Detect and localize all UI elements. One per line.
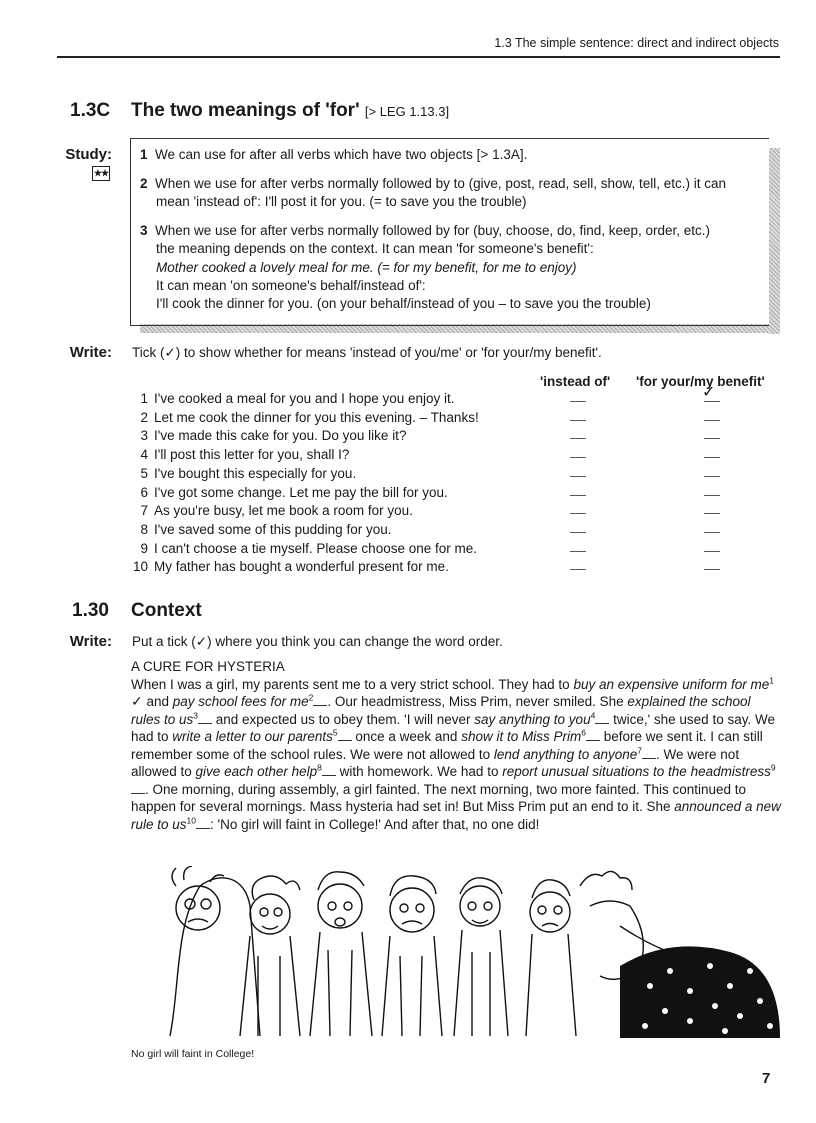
- exercise-sentence: I've cooked a meal for you and I hope you enjoy it.: [154, 391, 455, 406]
- exercise-number: 1: [140, 391, 148, 406]
- answer-blank-instead[interactable]: [570, 438, 586, 439]
- exercise-number: 6: [140, 484, 148, 500]
- answer-blank-benefit[interactable]: [704, 476, 720, 477]
- point-line: I'll cook the dinner for you. (on your behalf/instead of you – to save you the trouble): [156, 296, 651, 312]
- exercise-sentence: I've got some change. Let me pay the bill for you.: [154, 484, 448, 500]
- answer-blank-instead[interactable]: [570, 495, 586, 496]
- exercise-sentence: I can't choose a tie myself. Please choose one for me.: [154, 540, 477, 556]
- exercise-item: [126, 446, 786, 465]
- answer-blank-benefit[interactable]: [704, 569, 720, 570]
- exercise-item: [126, 427, 786, 446]
- exercise-item: [126, 409, 786, 428]
- example-tick-icon: ✓: [702, 384, 716, 401]
- section-number: 1.30: [72, 600, 109, 621]
- cartoon-illustration: [150, 866, 780, 1038]
- exercise-item: [126, 540, 786, 559]
- answer-blank-instead[interactable]: [570, 513, 586, 514]
- exercise-item: [126, 465, 786, 484]
- exercise-item: [126, 558, 786, 577]
- study-label: Study:: [65, 146, 112, 163]
- answer-blank-instead[interactable]: [570, 569, 586, 570]
- answer-blank-instead[interactable]: [570, 551, 586, 552]
- answer-blank-instead[interactable]: [570, 420, 586, 421]
- point-line: It can mean 'on someone's behalf/instead of':: [156, 277, 426, 293]
- point-line: When we use for after verbs normally followed by to (give, post, read, sell, show, tell, etc.) it can: [155, 176, 727, 191]
- point-line: We can use for after all verbs which have two objects [> 1.3A].: [155, 147, 528, 162]
- exercise-number: 5: [140, 465, 148, 481]
- point-line: the meaning depends on the context. It can mean 'for someone's benefit':: [156, 241, 594, 257]
- point-number: 3: [140, 223, 148, 238]
- exercise-sentence: I've made this cake for you. Do you like it?: [154, 428, 407, 444]
- exercise-sentence: My father has bought a wonderful present for me.: [154, 559, 449, 575]
- answer-blank-benefit[interactable]: [704, 495, 720, 496]
- section-reference: [> LEG 1.13.3]: [364, 104, 450, 119]
- exercise-item: [126, 502, 786, 521]
- point-line: Mother cooked a lovely meal for me. (= for my benefit, for me to enjoy): [156, 259, 577, 275]
- story-body: When I was a girl, my parents sent me to a very strict school. They had to buy an expensive uniform for $me^1$ ✓ and pay school fees for $me^2$ . Our headmistress, Miss Prim, never smiled. She explained the school rules to $us^3$ and expected us to obey them. 'I will never say anything to you$^4$ twice,' she used to say. We had to write a letter to our parents$^5$ once a week and show it to Miss Prim$^6$ before we sent it. I can still remember some of the school rules. We were not allowed to lend anything to anyone$^7$ . We were not allowed to give each other help$^8$ with homework. We had to report unusual situations to the headmistress$^9$. One morning, during assembly, a girl fainted. The next morning, two more fainted. This continued to happen for several mornings. Mass hysteria had set in! But Miss Prim put an end to it. She announced a new rule to $us^{10}$ : 'No girl will faint in College!' And after that, no one did!: [131, 675, 781, 832]
- exercise-sentence: As you're busy, let me book a room for you.: [154, 503, 413, 519]
- answer-blank-benefit[interactable]: [704, 438, 720, 439]
- answer-blank-benefit[interactable]: [704, 532, 720, 533]
- exercise-item: [126, 484, 786, 503]
- write-label: Write:: [69, 344, 112, 361]
- exercise-number: 7: [140, 503, 148, 519]
- column-header-benefit: 'for your/my benefit': [636, 374, 765, 389]
- exercise-sentence: I'll post this letter for you, shall I?: [154, 447, 350, 463]
- box-shadow-right: [769, 148, 780, 334]
- answer-blank-benefit[interactable]: [704, 457, 720, 458]
- write-instruction: Tick (✓) to show whether for means 'instead of you/me' or 'for your/my benefit'.: [132, 345, 602, 360]
- exercise-number: 10: [132, 559, 148, 575]
- point-number: 1: [140, 147, 148, 162]
- study-point-2: [140, 175, 765, 212]
- answer-blank-benefit[interactable]: [704, 513, 720, 514]
- write-label: Write:: [69, 633, 112, 650]
- page-number: 7: [762, 1070, 771, 1087]
- exercise-number: 8: [140, 521, 148, 537]
- answer-blank-benefit[interactable]: [704, 551, 720, 552]
- running-head: 1.3 The simple sentence: direct and indirect objects: [494, 36, 779, 50]
- answer-blank-instead[interactable]: [570, 532, 586, 533]
- header-rule: [57, 56, 780, 58]
- exercise-number: 2: [140, 409, 148, 425]
- answer-blank-instead[interactable]: [570, 401, 586, 402]
- exercise-number: 9: [140, 540, 148, 556]
- exercise-sentence: I've saved some of this pudding for you.: [154, 521, 392, 537]
- point-line: mean 'instead of': I'll post it for you. (= to save you the trouble): [156, 194, 527, 210]
- exercise-item: [126, 521, 786, 540]
- point-line: When we use for after verbs normally followed by for (buy, choose, do, find, keep, order, etc.): [155, 223, 711, 238]
- study-point-3: [140, 222, 765, 313]
- section-title-text: The two meanings of 'for': [131, 100, 360, 121]
- story-text: [131, 658, 783, 833]
- exercise-number: 3: [140, 428, 148, 444]
- section-title: Context: [131, 600, 202, 621]
- answer-blank-benefit[interactable]: [704, 420, 720, 421]
- study-point-1: [140, 146, 765, 164]
- section-title: [131, 100, 449, 122]
- answer-blank-instead[interactable]: [570, 476, 586, 477]
- section-number: 1.3C: [70, 100, 111, 121]
- exercise-sentence: Let me cook the dinner for you this evening. – Thanks!: [154, 409, 479, 425]
- write-instruction: Put a tick (✓) where you think you can change the word order.: [132, 634, 503, 649]
- story-title: A CURE FOR HYSTERIA: [131, 659, 285, 674]
- point-number: 2: [140, 176, 148, 191]
- exercise-item: [126, 384, 786, 409]
- exercise-number: 4: [140, 447, 148, 463]
- exercise-sentence: I've bought this especially for you.: [154, 465, 357, 481]
- answer-blank-instead[interactable]: [570, 457, 586, 458]
- column-header-instead: 'instead of': [540, 374, 611, 389]
- cartoon-caption: No girl will faint in College!: [131, 1048, 255, 1060]
- difficulty-stars-icon: ★★: [92, 166, 110, 181]
